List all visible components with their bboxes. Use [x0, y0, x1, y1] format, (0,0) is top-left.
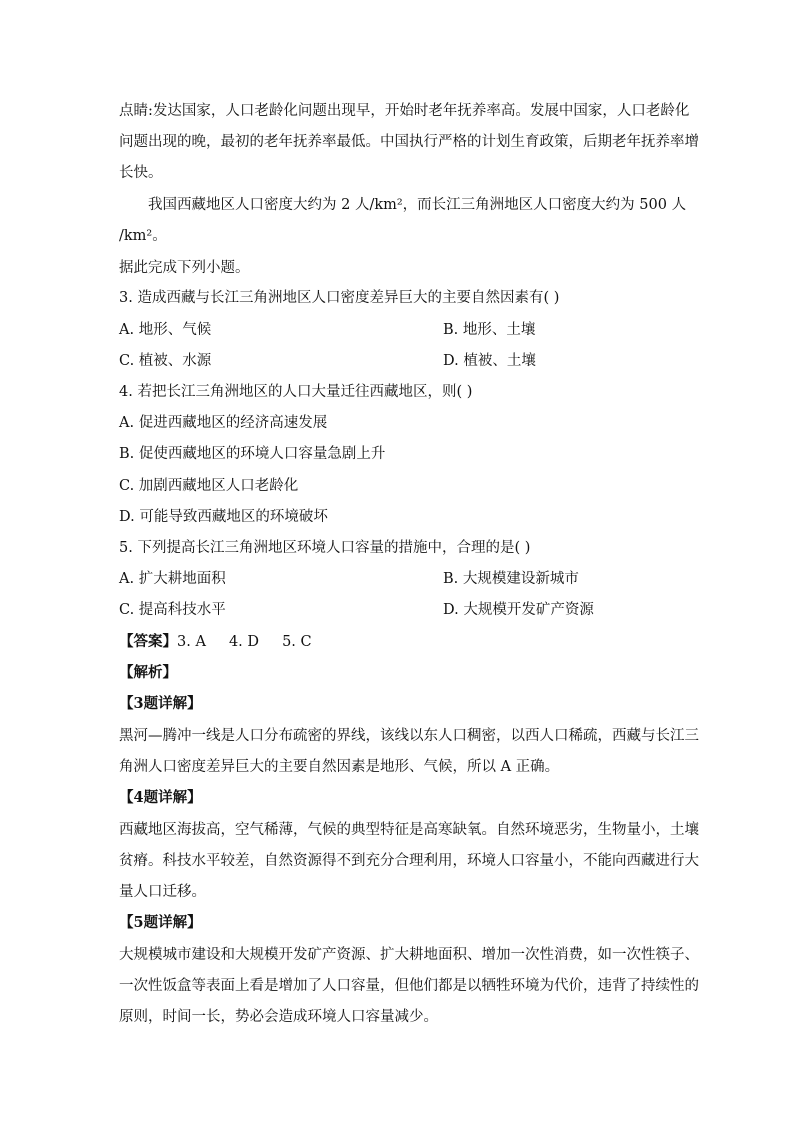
question-3-option-c: C. 植被、水源 — [119, 353, 212, 369]
analysis-q3-line-1: 黑河—腾冲一线是人口分布疏密的界线，该线以东人口稠密，以西人口稀疏，西藏与长江三 — [119, 728, 699, 744]
analysis-q5-title: 【5题详解】 — [119, 914, 202, 931]
analysis-q4-line-3: 量人口迁移。 — [119, 884, 206, 900]
tip-line-3: 长快。 — [119, 165, 163, 181]
tip-line-2: 问题出现的晚，最初的老年抚养率最低。中国执行严格的计划生育政策，后期老年抚养率增 — [119, 134, 699, 150]
answer-label: 【答案】 — [119, 633, 177, 650]
question-5-stem: 5. 下列提高长江三角洲地区环境人口容量的措施中，合理的是( ) — [119, 540, 531, 556]
analysis-q3-title: 【3题详解】 — [119, 695, 202, 712]
question-5-option-d: D. 大规模开发矿产资源 — [443, 602, 594, 618]
analysis-q5-line-1: 大规模城市建设和大规模开发矿产资源、扩大耕地面积、增加一次性消费，如一次性筷子、 — [119, 947, 699, 963]
analysis-q3-line-2: 角洲人口密度差异巨大的主要自然因素是地形、气候，所以 A 正确。 — [119, 759, 560, 775]
question-4-option-c: C. 加剧西藏地区人口老龄化 — [119, 478, 299, 494]
material-instruction: 据此完成下列小题。 — [119, 260, 250, 276]
analysis-q5-line-2: 一次性饭盒等表面上看是增加了人口容量，但他们都是以牺牲环境为代价，违背了持续性的 — [119, 978, 699, 994]
analysis-q5-line-3: 原则，时间一长，势必会造成环境人口容量减少。 — [119, 1009, 438, 1025]
question-3-option-a: A. 地形、气候 — [119, 322, 212, 338]
analysis-q4-line-2: 贫瘠。科技水平较差，自然资源得不到充分合理利用，环境人口容量小，不能向西藏进行大 — [119, 853, 699, 869]
question-3-option-b: B. 地形、土壤 — [443, 322, 536, 338]
question-4-stem: 4. 若把长江三角洲地区的人口大量迁往西藏地区，则( ) — [119, 384, 473, 400]
answer-text: 3. A 4. D 5. C — [177, 634, 312, 650]
question-3-option-d: D. 植被、土壤 — [443, 353, 536, 369]
question-4-option-a: A. 促进西藏地区的经济高速发展 — [119, 415, 328, 431]
analysis-q4-line-1: 西藏地区海拔高，空气稀薄，气候的典型特征是高寒缺氧。自然环境恶劣，生物量小，土壤 — [119, 822, 699, 838]
analysis-q4-title: 【4题详解】 — [119, 789, 202, 806]
answer-line — [119, 632, 312, 652]
question-5-option-a: A. 扩大耕地面积 — [119, 571, 226, 587]
question-4-option-b: B. 促使西藏地区的环境人口容量急剧上升 — [119, 446, 386, 462]
question-5-option-c: C. 提高科技水平 — [119, 602, 226, 618]
analysis-label: 【解析】 — [119, 664, 177, 681]
question-3-stem: 3. 造成西藏与长江三角洲地区人口密度差异巨大的主要自然因素有( ) — [119, 290, 560, 306]
question-4-option-d: D. 可能导致西藏地区的环境破坏 — [119, 509, 328, 525]
material-line-1: 我国西藏地区人口密度大约为 2 人/km²，而长江三角洲地区人口密度大约为 500 人 — [148, 197, 687, 213]
material-line-2: /km²。 — [119, 228, 167, 244]
question-5-option-b: B. 大规模建设新城市 — [443, 571, 579, 587]
tip-line-1: 点睛:发达国家，人口老龄化问题出现早，开始时老年抚养率高。发展中国家，人口老龄化 — [119, 103, 690, 119]
